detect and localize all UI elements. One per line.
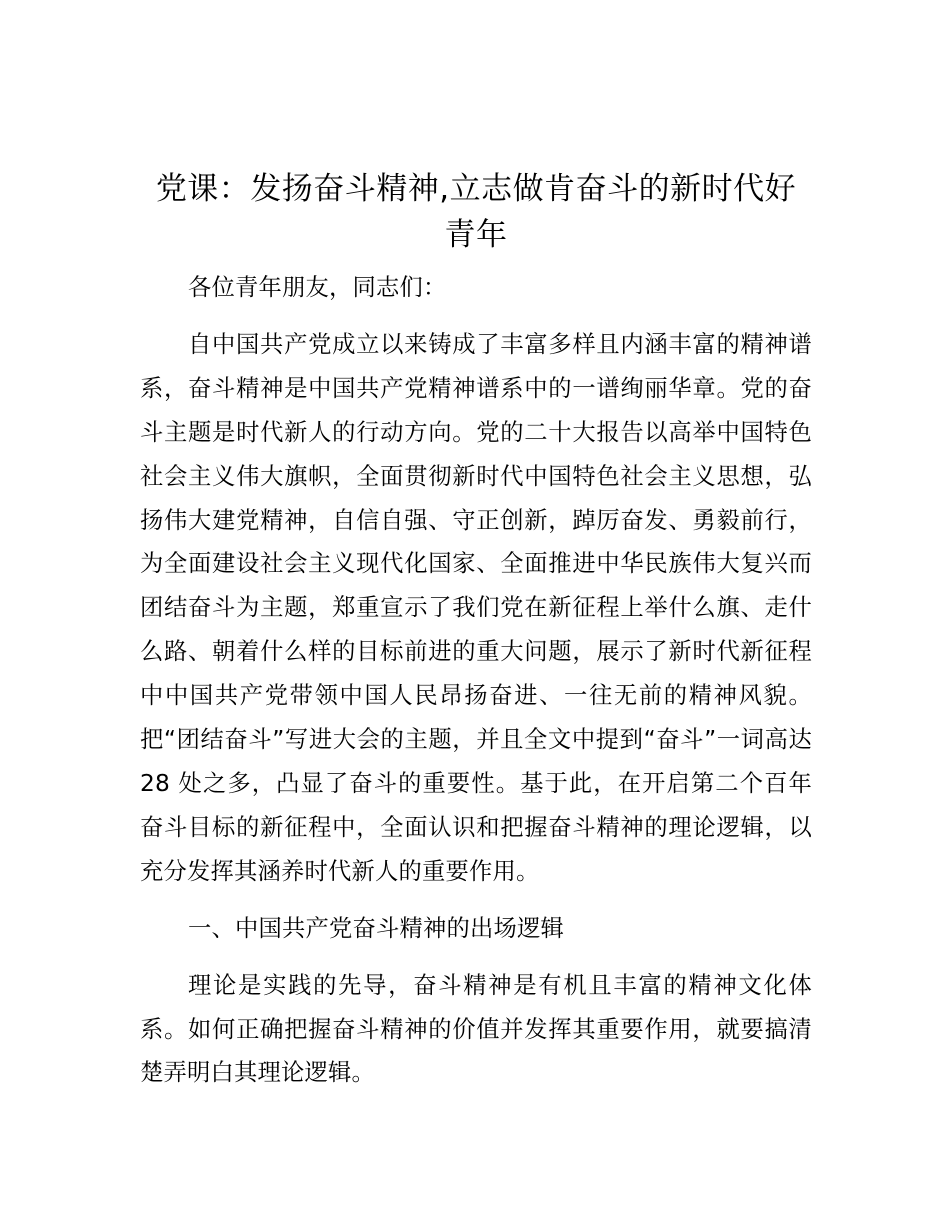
intro-paragraph: 自中国共产党成立以来铸成了丰富多样且内涵丰富的精神谱系，奋斗精神是中国共产党精神谱系中的一谱绚丽华章。党的奋斗主题是时代新人的行动方向。党的二十大报告以高举中国特色社会主义伟大旗帜，全面贯彻新时代中国特色社会主义思想，弘扬伟大建党精神，自信自强、守正创新，踔厉奋发、勇毅前行，为全面建设社会主义现代化国家、全面推进中华民族伟大复兴而团结奋斗为主题，郑重宣示了我们党在新征程上举什么旗、走什么路、朝着什么样的目标前进的重大问题，展示了新时代新征程中中国共产党带领中国人民昂扬奋进、一往无前的精神风貌。把“团结奋斗”写进大会的主题，并且全文中提到“奋斗”一词高达 28 处之多，凸显了奋斗的重要性。基于此，在开启第二个百年奋斗目标的新征程中，全面认识和把握奋斗精神的理论逻辑，以充分发挥其涵养时代新人的重要作用。 bbox=[140, 330, 812, 885]
document-body bbox=[140, 266, 812, 1108]
salutation-paragraph: 各位青年朋友，同志们： bbox=[188, 274, 447, 301]
section-paragraph: 理论是实践的先导，奋斗精神是有机且丰富的精神文化体系。如何正确把握奋斗精神的价值并发挥其重要作用，就要搞清楚弄明白其理论逻辑。 bbox=[140, 971, 812, 1087]
page-title bbox=[140, 166, 812, 258]
title-line-1: 党课：发扬奋斗精神,立志做肯奋斗的新时代好 bbox=[155, 171, 797, 207]
section-heading: 一、中国共产党奋斗精神的出场逻辑 bbox=[188, 914, 564, 942]
title-line-2: 青年 bbox=[444, 217, 508, 253]
